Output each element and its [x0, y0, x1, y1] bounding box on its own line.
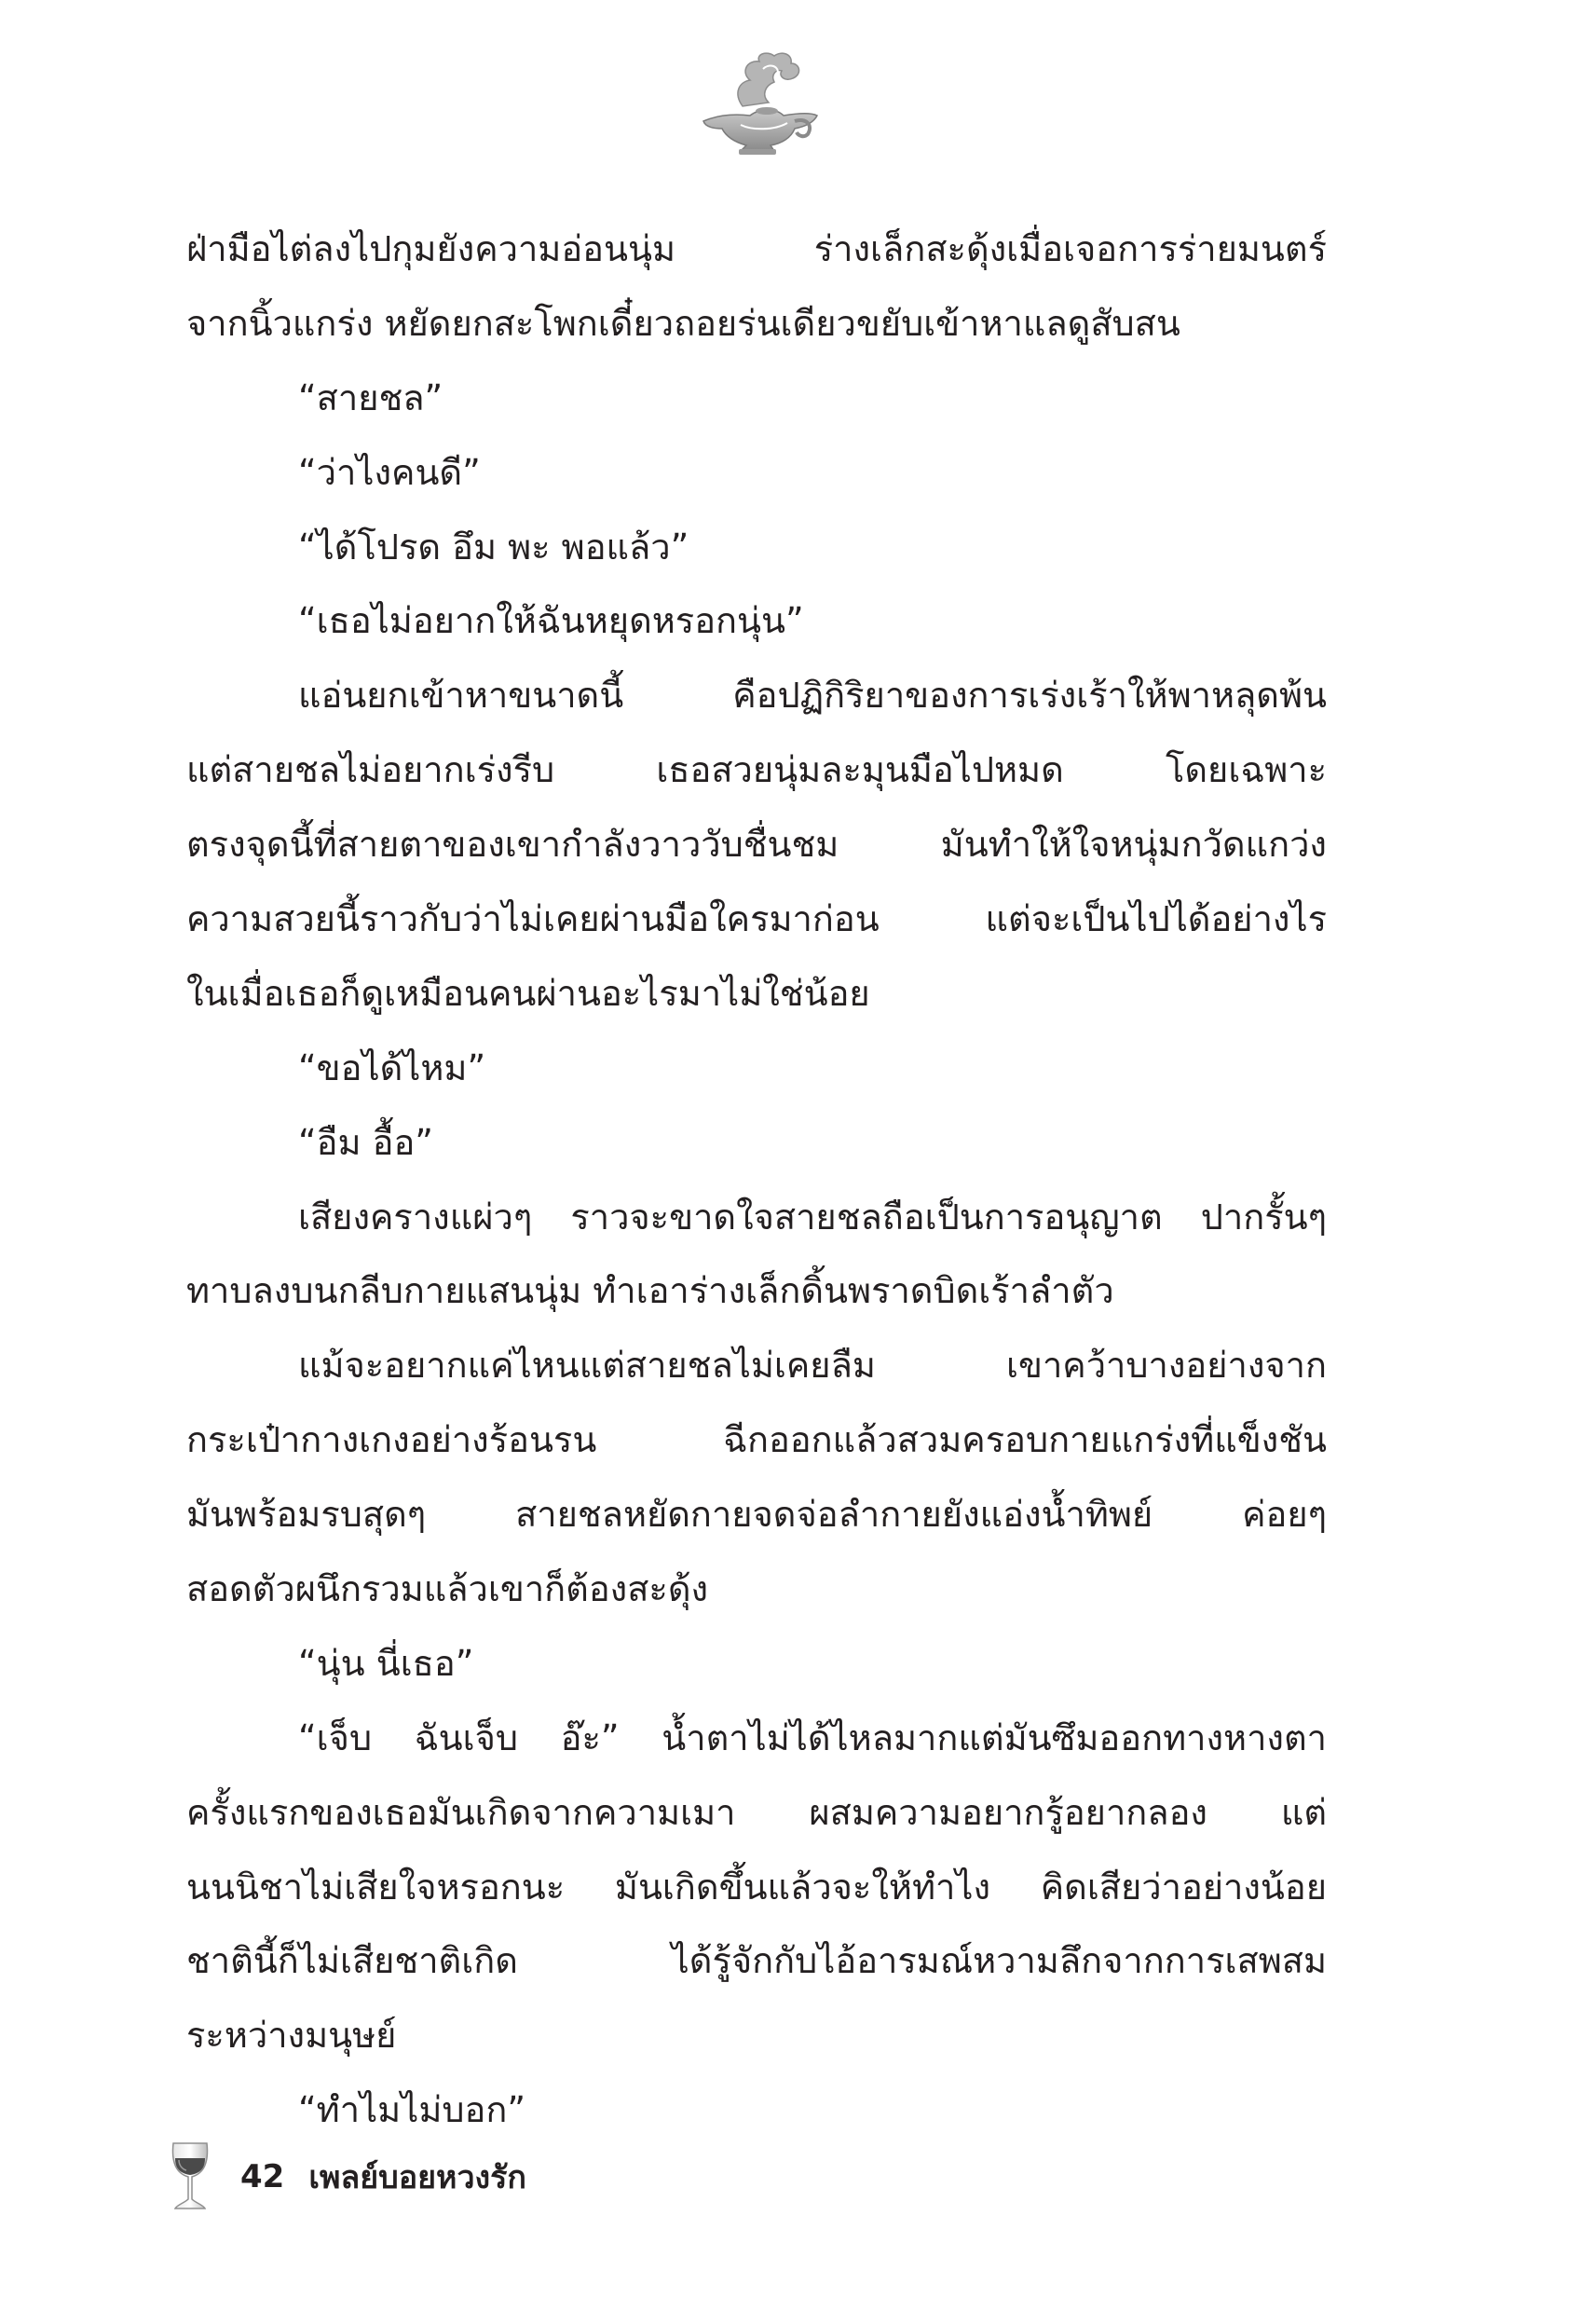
text-line: เสียงครางแผ่วๆ ราวจะขาดใจสายชลถือเป็นการอนุญาต ปากรั้นๆ: [298, 1196, 1327, 1238]
page-body: [186, 212, 1327, 2148]
text-line: กระเป๋ากางเกงอย่างร้อนรน ฉีกออกแล้วสวมครอบกายแกร่งที่แข็งชัน: [186, 1419, 1327, 1461]
genie-lamp-icon: [685, 48, 825, 158]
text-line: “อืม อื้อ”: [298, 1121, 433, 1163]
text-line: แต่สายชลไม่อยากเร่งรีบ เธอสวยนุ่มละมุนมือไปหมด โดยเฉพาะ: [186, 749, 1327, 791]
text-line: ชาตินี้ก็ไม่เสียชาติเกิด ได้รู้จักกับไอ้อารมณ์หวามลึกจากการเสพสม: [186, 1940, 1327, 1982]
text-line: ในเมื่อเธอก็ดูเหมือนคนผ่านอะไรมาไม่ใช่น้อย: [186, 972, 870, 1014]
page-footer: [168, 2140, 526, 2214]
text-line: “เจ็บ ฉันเจ็บ อ๊ะ” น้ำตาไม่ได้ไหลมากแต่มันซึมออกทางหางตา: [298, 1716, 1327, 1758]
text-line: นนนิชาไม่เสียใจหรอกนะ มันเกิดขึ้นแล้วจะให้ทำไง คิดเสียว่าอย่างน้อย: [186, 1866, 1327, 1908]
text-line: “ทำไมไม่บอก”: [298, 2089, 526, 2131]
text-line: “นุ่น นี่เธอ”: [298, 1642, 474, 1684]
text-line: “ขอได้ไหม”: [298, 1046, 486, 1088]
text-line: ความสวยนี้ราวกับว่าไม่เคยผ่านมือใครมาก่อน แต่จะเป็นไปได้อย่างไร: [186, 898, 1327, 940]
text-line: จากนิ้วแกร่ง หยัดยกสะโพกเดี๋ยวถอยร่นเดียวขยับเข้าหาแลดูสับสน: [186, 302, 1180, 344]
text-line: สอดตัวผนึกรวมแล้วเขาก็ต้องสะดุ้ง: [186, 1568, 709, 1610]
text-line: ระหว่างมนุษย์: [186, 2015, 397, 2057]
wine-glass-icon: [168, 2140, 212, 2214]
text-line: “สายชล”: [298, 376, 443, 418]
text-line: ทาบลงบนกลีบกายแสนนุ่ม ทำเอาร่างเล็กดิ้นพราดบิดเร้าลำตัว: [186, 1270, 1114, 1312]
text-line: ตรงจุดนี้ที่สายตาของเขากำลังวาววับชื่นชม มันทำให้ใจหนุ่มกวัดแกว่ง: [186, 824, 1327, 866]
text-line: “ว่าไงคนดี”: [298, 451, 481, 493]
text-line: แอ่นยกเข้าหาขนาดนี้ คือปฏิกิริยาของการเร่งเร้าให้พาหลุดพ้น: [298, 675, 1327, 717]
text-line: แม้จะอยากแค่ไหนแต่สายชลไม่เคยลืม เขาคว้าบางอย่างจาก: [298, 1345, 1327, 1387]
text-line: ครั้งแรกของเธอมันเกิดจากความเมา ผสมความอยากรู้อยากลอง แต่: [186, 1791, 1327, 1833]
book-title: เพลย์บอยหวงรัก: [308, 2159, 526, 2196]
text-line: “ได้โปรด อึม พะ พอแล้ว”: [298, 526, 689, 567]
text-line: “เธอไม่อยากให้ฉันหยุดหรอกนุ่น”: [298, 600, 804, 642]
page-number: 42: [240, 2158, 285, 2195]
text-line: มันพร้อมรบสุดๆ สายชลหยัดกายจดจ่อลำกายยังแอ่งน้ำทิพย์ ค่อยๆ: [186, 1494, 1327, 1536]
text-line: ฝ่ามือไต่ลงไปกุมยังความอ่อนนุ่ม ร่างเล็กสะดุ้งเมื่อเจอการร่ายมนตร์: [186, 228, 1327, 269]
